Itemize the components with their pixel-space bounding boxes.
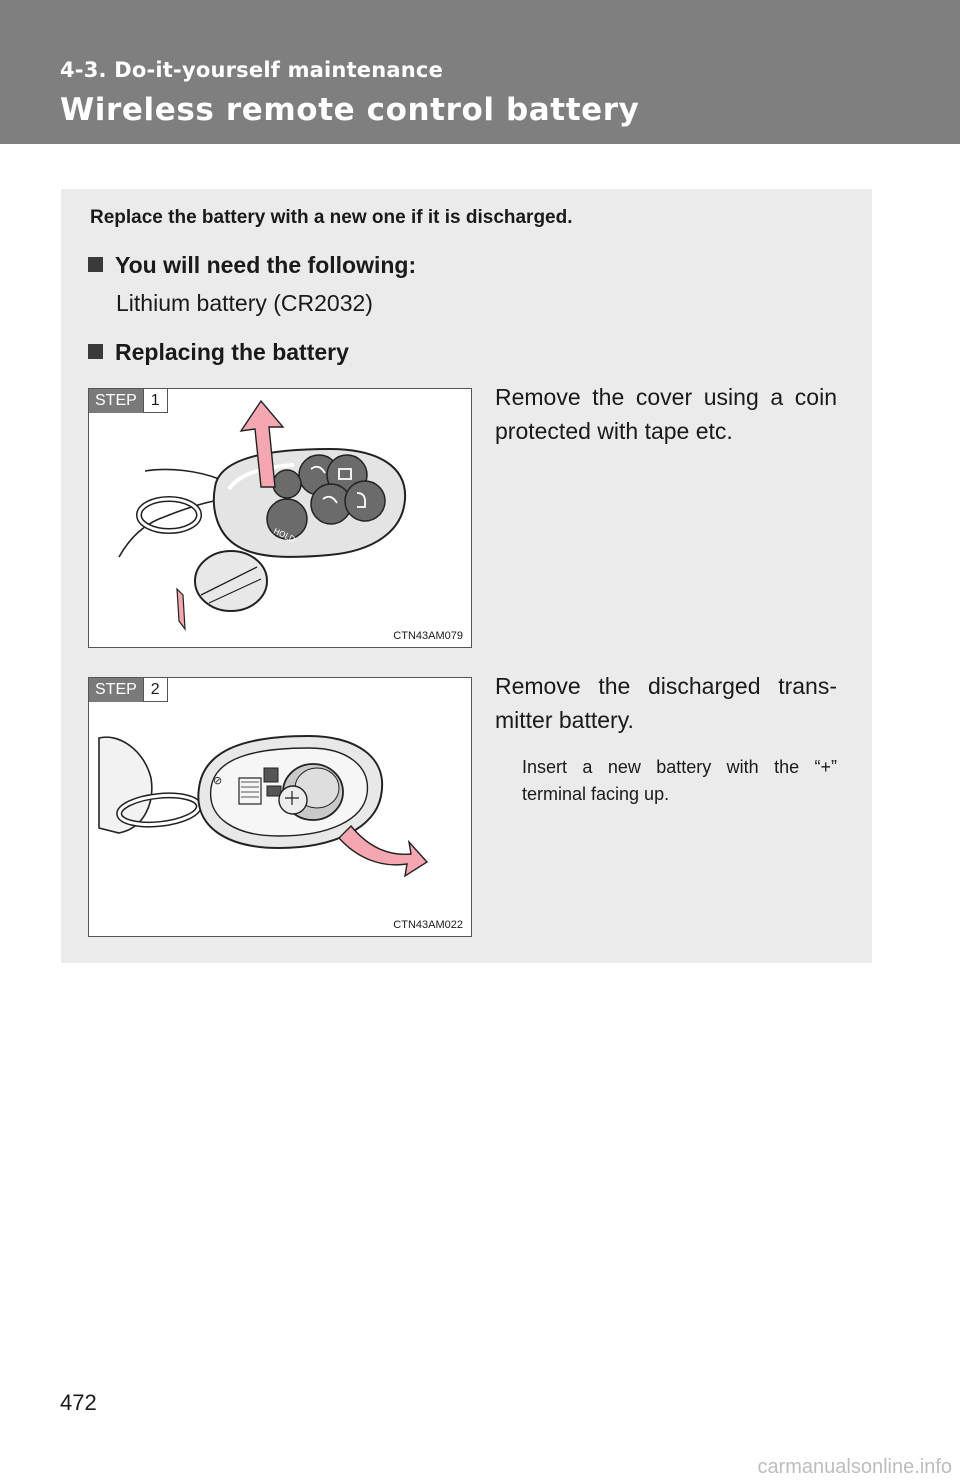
step-tag: [89, 678, 168, 702]
step-tag-number: 2: [143, 678, 168, 702]
key-fob-cover-illustration: [89, 389, 471, 647]
key-fob-battery-illustration: [89, 678, 471, 936]
replacing-heading: [88, 339, 349, 366]
step2-note: Insert a new battery with the “+” terminal facing up.: [522, 757, 837, 804]
figure-code: CTN43AM079: [393, 630, 463, 642]
step-tag-word: STEP: [89, 678, 143, 702]
svg-text:⊘: ⊘: [213, 774, 223, 787]
needs-heading: [88, 252, 416, 279]
step2-figure: [88, 677, 472, 937]
hold-label: HOLD: [271, 526, 297, 545]
step-tag-number: 1: [143, 389, 168, 413]
square-bullet-icon: [88, 257, 103, 272]
step1-text: Remove the cover using a coin protected with tape etc.: [495, 384, 837, 444]
step-tag: [89, 389, 168, 413]
square-bullet-icon: [88, 344, 103, 359]
step-tag-word: STEP: [89, 389, 143, 413]
header-bar: [0, 0, 960, 144]
page-heading: Wireless remote control battery: [60, 92, 640, 128]
intro-text: Replace the battery with a new one if it is discharged.: [90, 207, 573, 228]
watermark: carmanualsonline.info: [757, 1456, 952, 1478]
figure-code: CTN43AM022: [393, 919, 463, 931]
step2-text: Remove the discharged trans-mitter battery.: [495, 673, 837, 733]
needs-body: Lithium battery (CR2032): [116, 290, 373, 316]
page-number: 472: [60, 1390, 97, 1415]
section-label: 4-3. Do-it-yourself maintenance: [60, 58, 444, 82]
step1-figure: [88, 388, 472, 648]
needs-title: You will need the following:: [115, 252, 417, 278]
replacing-title: Replacing the battery: [115, 339, 349, 365]
